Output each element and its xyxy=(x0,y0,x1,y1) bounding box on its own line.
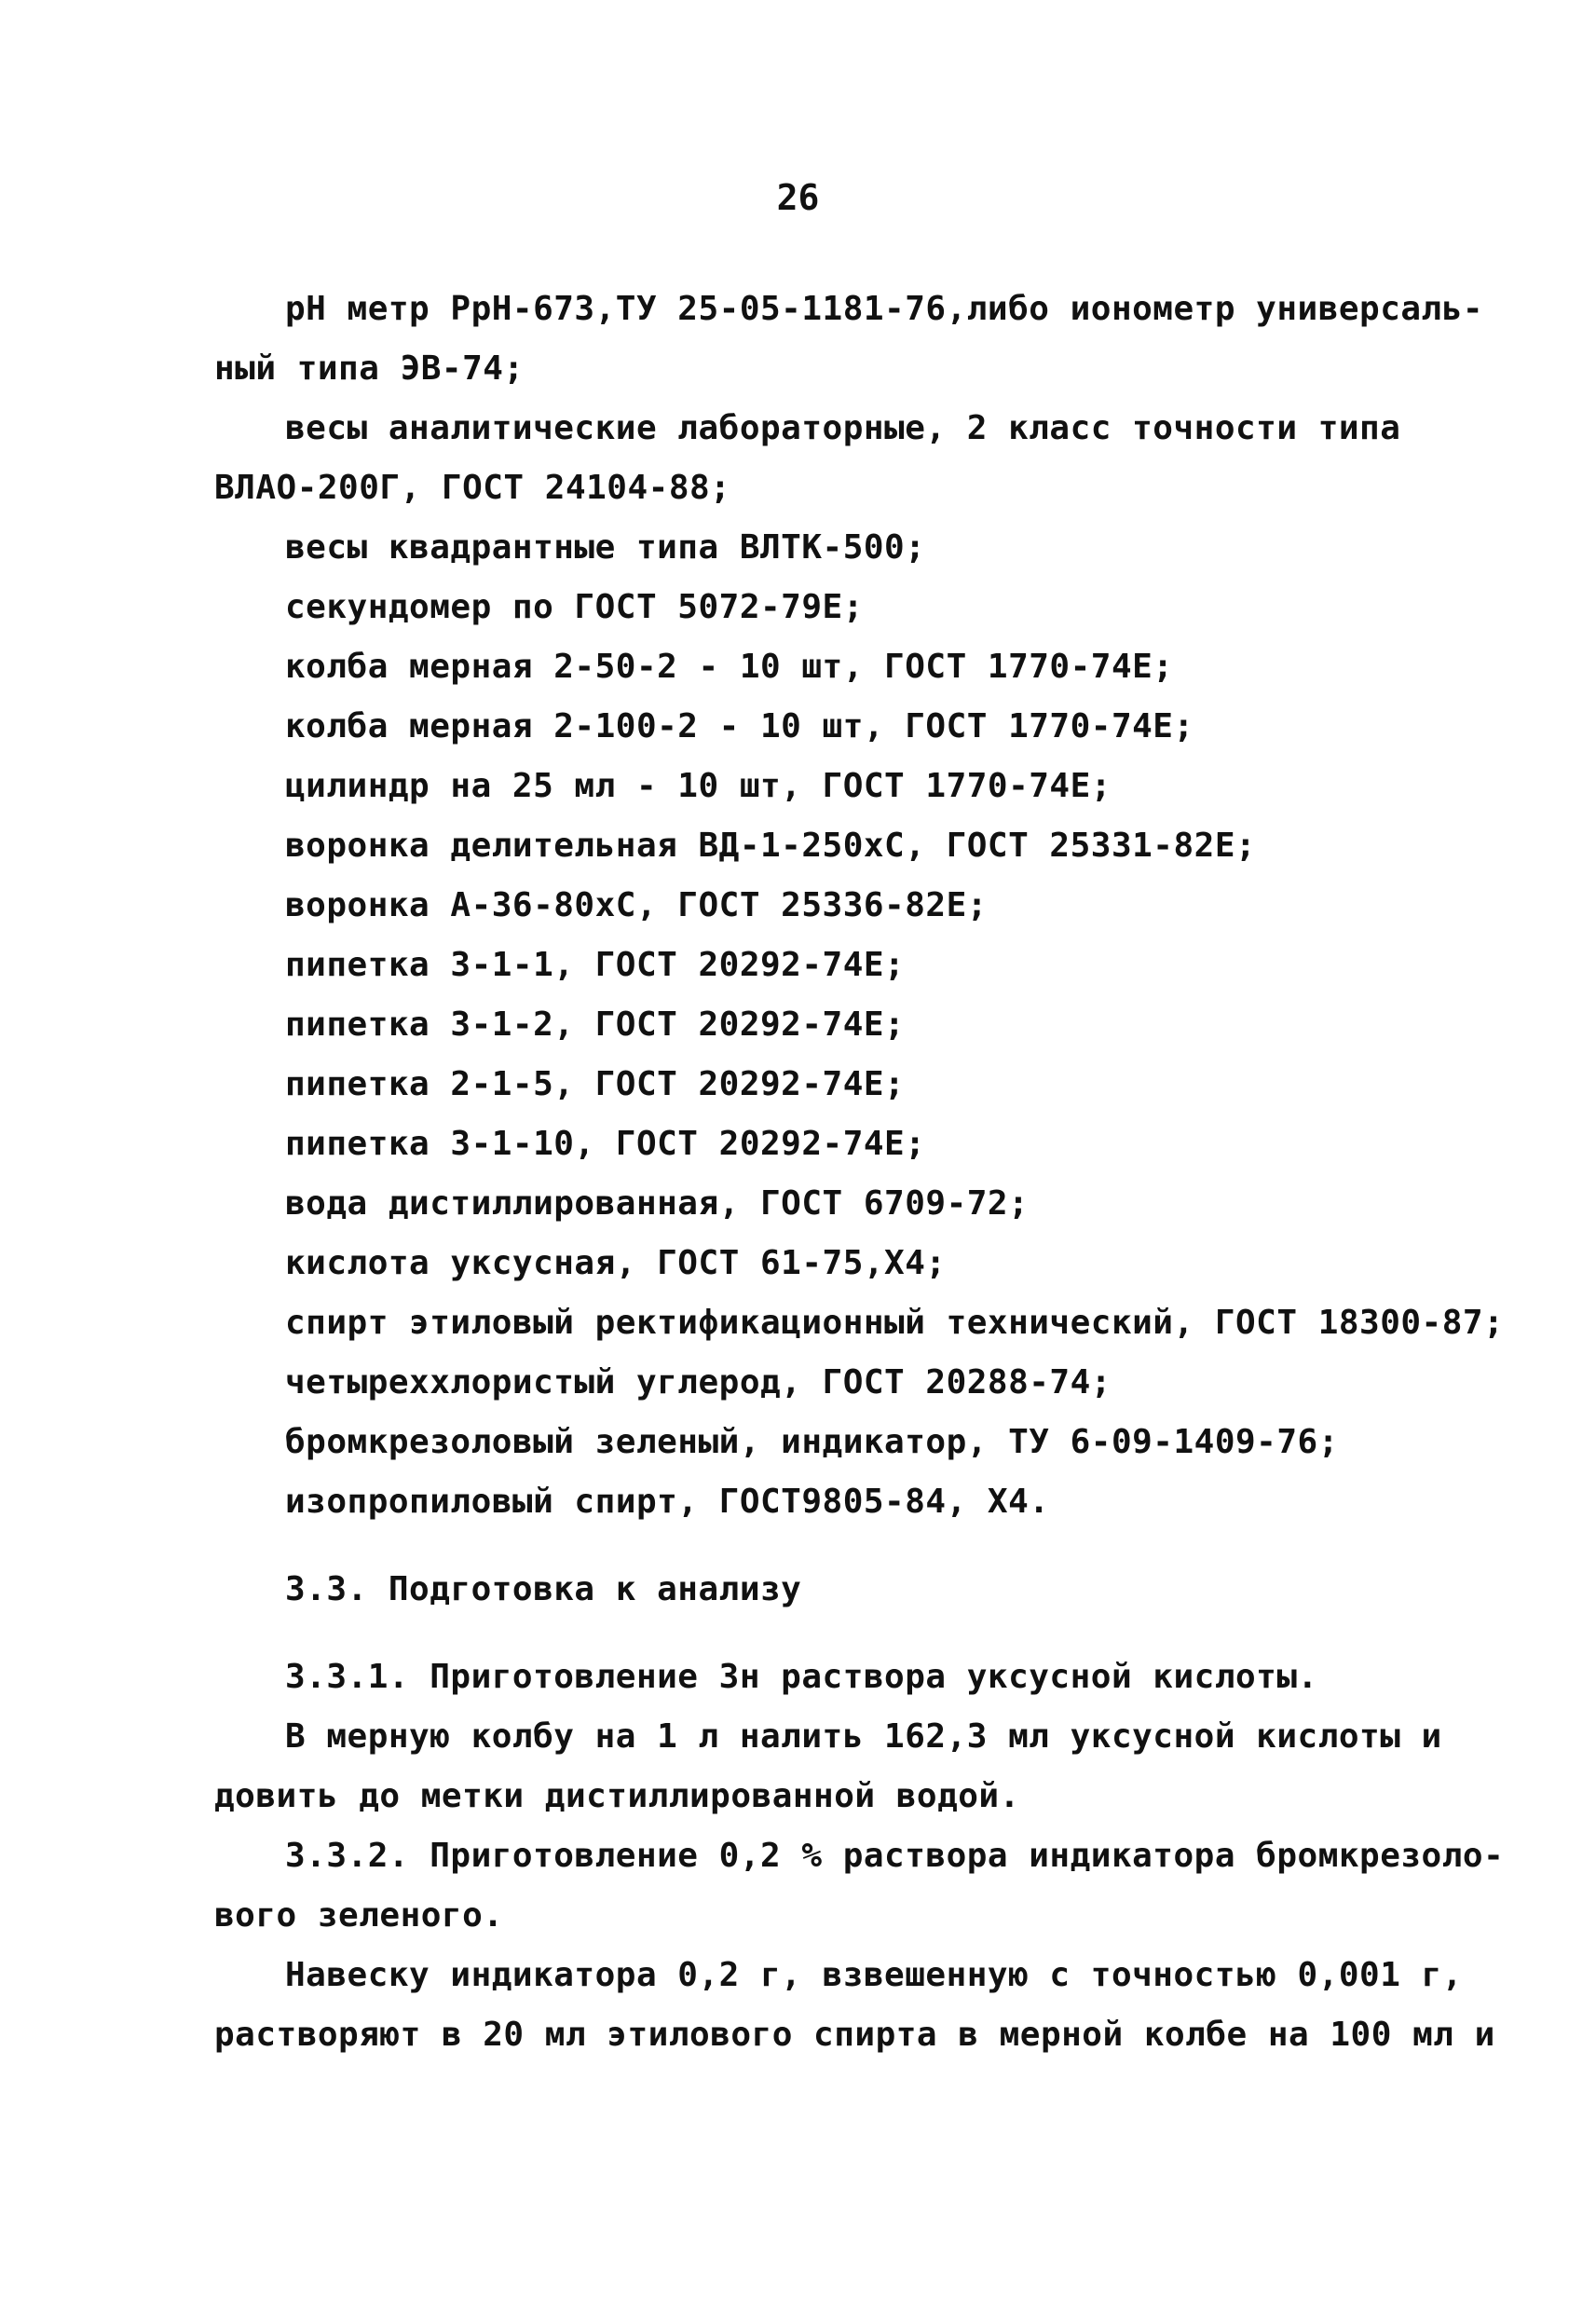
text-line: кислота уксусная, ГОСТ 61-75,Х4; xyxy=(285,1244,947,1282)
text-line: бромкрезоловый зеленый, индикатор, ТУ 6-09-1409-76; xyxy=(285,1423,1339,1461)
text-line: В мерную колбу на 1 л налить 162,3 мл уксусной кислоты и xyxy=(285,1717,1442,1756)
text-line: воронка делительная ВД-1-250хС, ГОСТ 25331-82Е; xyxy=(285,827,1257,865)
text-line: пипетка 3-1-10, ГОСТ 20292-74Е; xyxy=(285,1125,926,1163)
text-line: цилиндр на 25 мл - 10 шт, ГОСТ 1770-74Е; xyxy=(285,767,1112,805)
text-line: ВЛАО-200Г, ГОСТ 24104-88; xyxy=(214,469,731,507)
subsection-heading: 3.3.1. Приготовление 3н раствора уксусной кислоты. xyxy=(285,1658,1318,1696)
text-line: четыреххлористый углерод, ГОСТ 20288-74; xyxy=(285,1363,1112,1402)
text-line: Навеску индикатора 0,2 г, взвешенную с точностью 0,001 г, xyxy=(285,1956,1463,1994)
subsection-heading: 3.3.2. Приготовление 0,2 % раствора индикатора бромкрезоло- xyxy=(285,1837,1505,1875)
text-line: пипетка 3-1-1, ГОСТ 20292-74Е; xyxy=(285,946,906,984)
text-line: растворяют в 20 мл этилового спирта в мерной колбе на 100 мл и xyxy=(214,2016,1495,2054)
text-line: довить до метки дистиллированной водой. xyxy=(214,1777,1020,1815)
text-line: секундомер по ГОСТ 5072-79Е; xyxy=(285,588,864,626)
text-line: изопропиловый спирт, ГОСТ9805-84, Х4. xyxy=(285,1483,1050,1521)
text-line: ный типа ЭВ-74; xyxy=(214,349,525,388)
page-number: 26 xyxy=(776,177,820,218)
text-line: вого зеленого. xyxy=(214,1896,504,1935)
text-line: спирт этиловый ректификационный технический, ГОСТ 18300-87; xyxy=(285,1304,1505,1342)
text-line: колба мерная 2-50-2 - 10 шт, ГОСТ 1770-74Е; xyxy=(285,648,1174,686)
text-line: весы квадрантные типа ВЛТК-500; xyxy=(285,528,926,567)
text-line: пипетка 2-1-5, ГОСТ 20292-74Е; xyxy=(285,1065,906,1103)
text-line: пипетка 3-1-2, ГОСТ 20292-74Е; xyxy=(285,1005,906,1044)
text-line: весы аналитические лабораторные, 2 класс точности типа xyxy=(285,409,1401,447)
text-line: рН метр РрН-673,ТУ 25-05-1181-76,либо иономeтр универсаль- xyxy=(285,290,1484,328)
section-heading: 3.3. Подготовка к анализу xyxy=(285,1570,802,1608)
document-body xyxy=(214,280,1505,2065)
text-line: колба мерная 2-100-2 - 10 шт, ГОСТ 1770-74Е; xyxy=(285,707,1194,745)
text-line: вода дистиллированная, ГОСТ 6709-72; xyxy=(285,1184,1030,1223)
text-line: воронка А-36-80хС, ГОСТ 25336-82Е; xyxy=(285,886,988,924)
